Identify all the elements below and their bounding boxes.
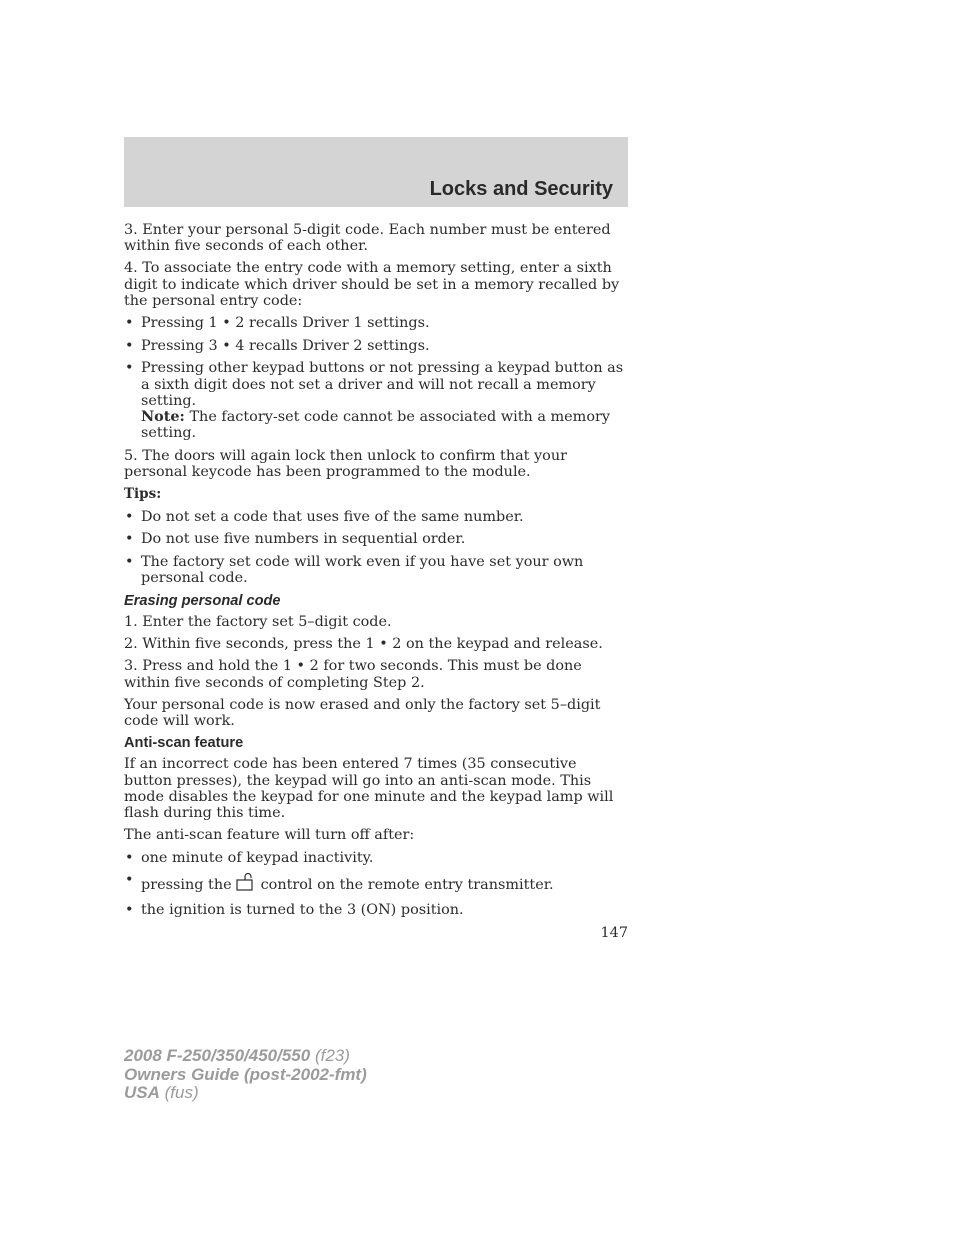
step-5: 5. The doors will again lock then unlock to confirm that your personal keycode has been programmed to the module. (124, 447, 567, 481)
bullet-glyph: • (125, 508, 134, 525)
step-4: 4. To associate the entry code with a memory setting, enter a sixth digit to indicate which driver should be set in a memory recalled by the personal entry code: (124, 260, 620, 309)
antiscan-heading: Anti-scan feature (124, 735, 244, 752)
note-text: The factory-set code cannot be associated with a memory setting. (141, 409, 610, 442)
list-item (124, 315, 628, 331)
page-content (124, 222, 628, 925)
page-number: 147 (600, 925, 628, 941)
unlock-icon (236, 872, 253, 895)
list-item (124, 338, 628, 354)
bullet-glyph: • (125, 531, 134, 548)
list-item-text: Do not use five numbers in sequential order. (141, 531, 466, 548)
footer-model-code: (f23) (310, 1046, 350, 1065)
footer-market: USA (124, 1083, 160, 1102)
bullet-glyph: • (125, 553, 134, 570)
footer-model: 2008 F-250/350/450/550 (124, 1046, 311, 1065)
bullet-glyph: • (125, 337, 134, 354)
document-footer (124, 1047, 367, 1103)
list-item-text: Do not set a code that uses five of the same number. (141, 508, 524, 525)
antiscan-list (124, 850, 628, 919)
list-item-text: Pressing 3 • 4 recalls Driver 2 settings. (141, 337, 430, 354)
footer-line-1 (124, 1047, 367, 1066)
antiscan-paragraph-1: If an incorrect code has been entered 7 times (35 consecutive button presses), the keypad will go into an anti-scan mode. This mode disables the keypad for one minute and the keypad lamp will flash during this time. (124, 756, 614, 822)
antiscan-paragraph-2: The anti-scan feature will turn off after: (124, 827, 415, 844)
list-item-text: Pressing other keypad buttons or not pressing a keypad button as a sixth digit does not set a driver and will not recall a memory setting. (141, 360, 624, 409)
tips-list (124, 509, 628, 587)
step-3: 3. Enter your personal 5-digit code. Each number must be entered within five seconds of each other. (124, 222, 611, 255)
list-item-text: pressing the (141, 877, 232, 894)
bullet-glyph: • (125, 901, 134, 918)
erasing-step-2: 2. Within five seconds, press the 1 • 2 on the keypad and release. (124, 636, 603, 653)
list-item (124, 531, 628, 547)
erasing-step-1: 1. Enter the factory set 5–digit code. (124, 614, 392, 631)
section-header-band (124, 137, 628, 207)
erasing-step-3: 3. Press and hold the 1 • 2 for two seconds. This must be done within five seconds of completing Step 2. (124, 658, 582, 691)
section-title: Locks and Security (429, 178, 613, 200)
footer-line-2: Owners Guide (post-2002-fmt) (124, 1064, 367, 1084)
list-item (124, 850, 628, 866)
tips-label: Tips: (124, 486, 162, 503)
note-label: Note: (141, 408, 185, 426)
erasing-result: Your personal code is now erased and only the factory set 5–digit code will work. (124, 696, 601, 730)
list-item (124, 360, 628, 441)
bullet-glyph: • (125, 360, 134, 377)
bullet-glyph: • (125, 872, 134, 889)
footer-market-code: (fus) (159, 1083, 199, 1102)
footer-line-3 (124, 1084, 367, 1103)
list-item-text: The factory set code will work even if you have set your own personal code. (141, 553, 584, 587)
list-item-text: one minute of keypad inactivity. (141, 849, 374, 866)
list-item (124, 509, 628, 525)
list-item-text: the ignition is turned to the 3 (ON) position. (141, 901, 464, 918)
list-item-text: control on the remote entry transmitter. (260, 877, 554, 894)
memory-bullet-list (124, 315, 628, 441)
bullet-glyph: • (125, 315, 134, 332)
list-item-text: Pressing 1 • 2 recalls Driver 1 settings. (141, 315, 430, 332)
list-item (124, 902, 628, 918)
list-item (124, 554, 628, 586)
list-item (124, 872, 628, 895)
erasing-heading: Erasing personal code (124, 592, 281, 609)
bullet-glyph: • (125, 849, 134, 866)
